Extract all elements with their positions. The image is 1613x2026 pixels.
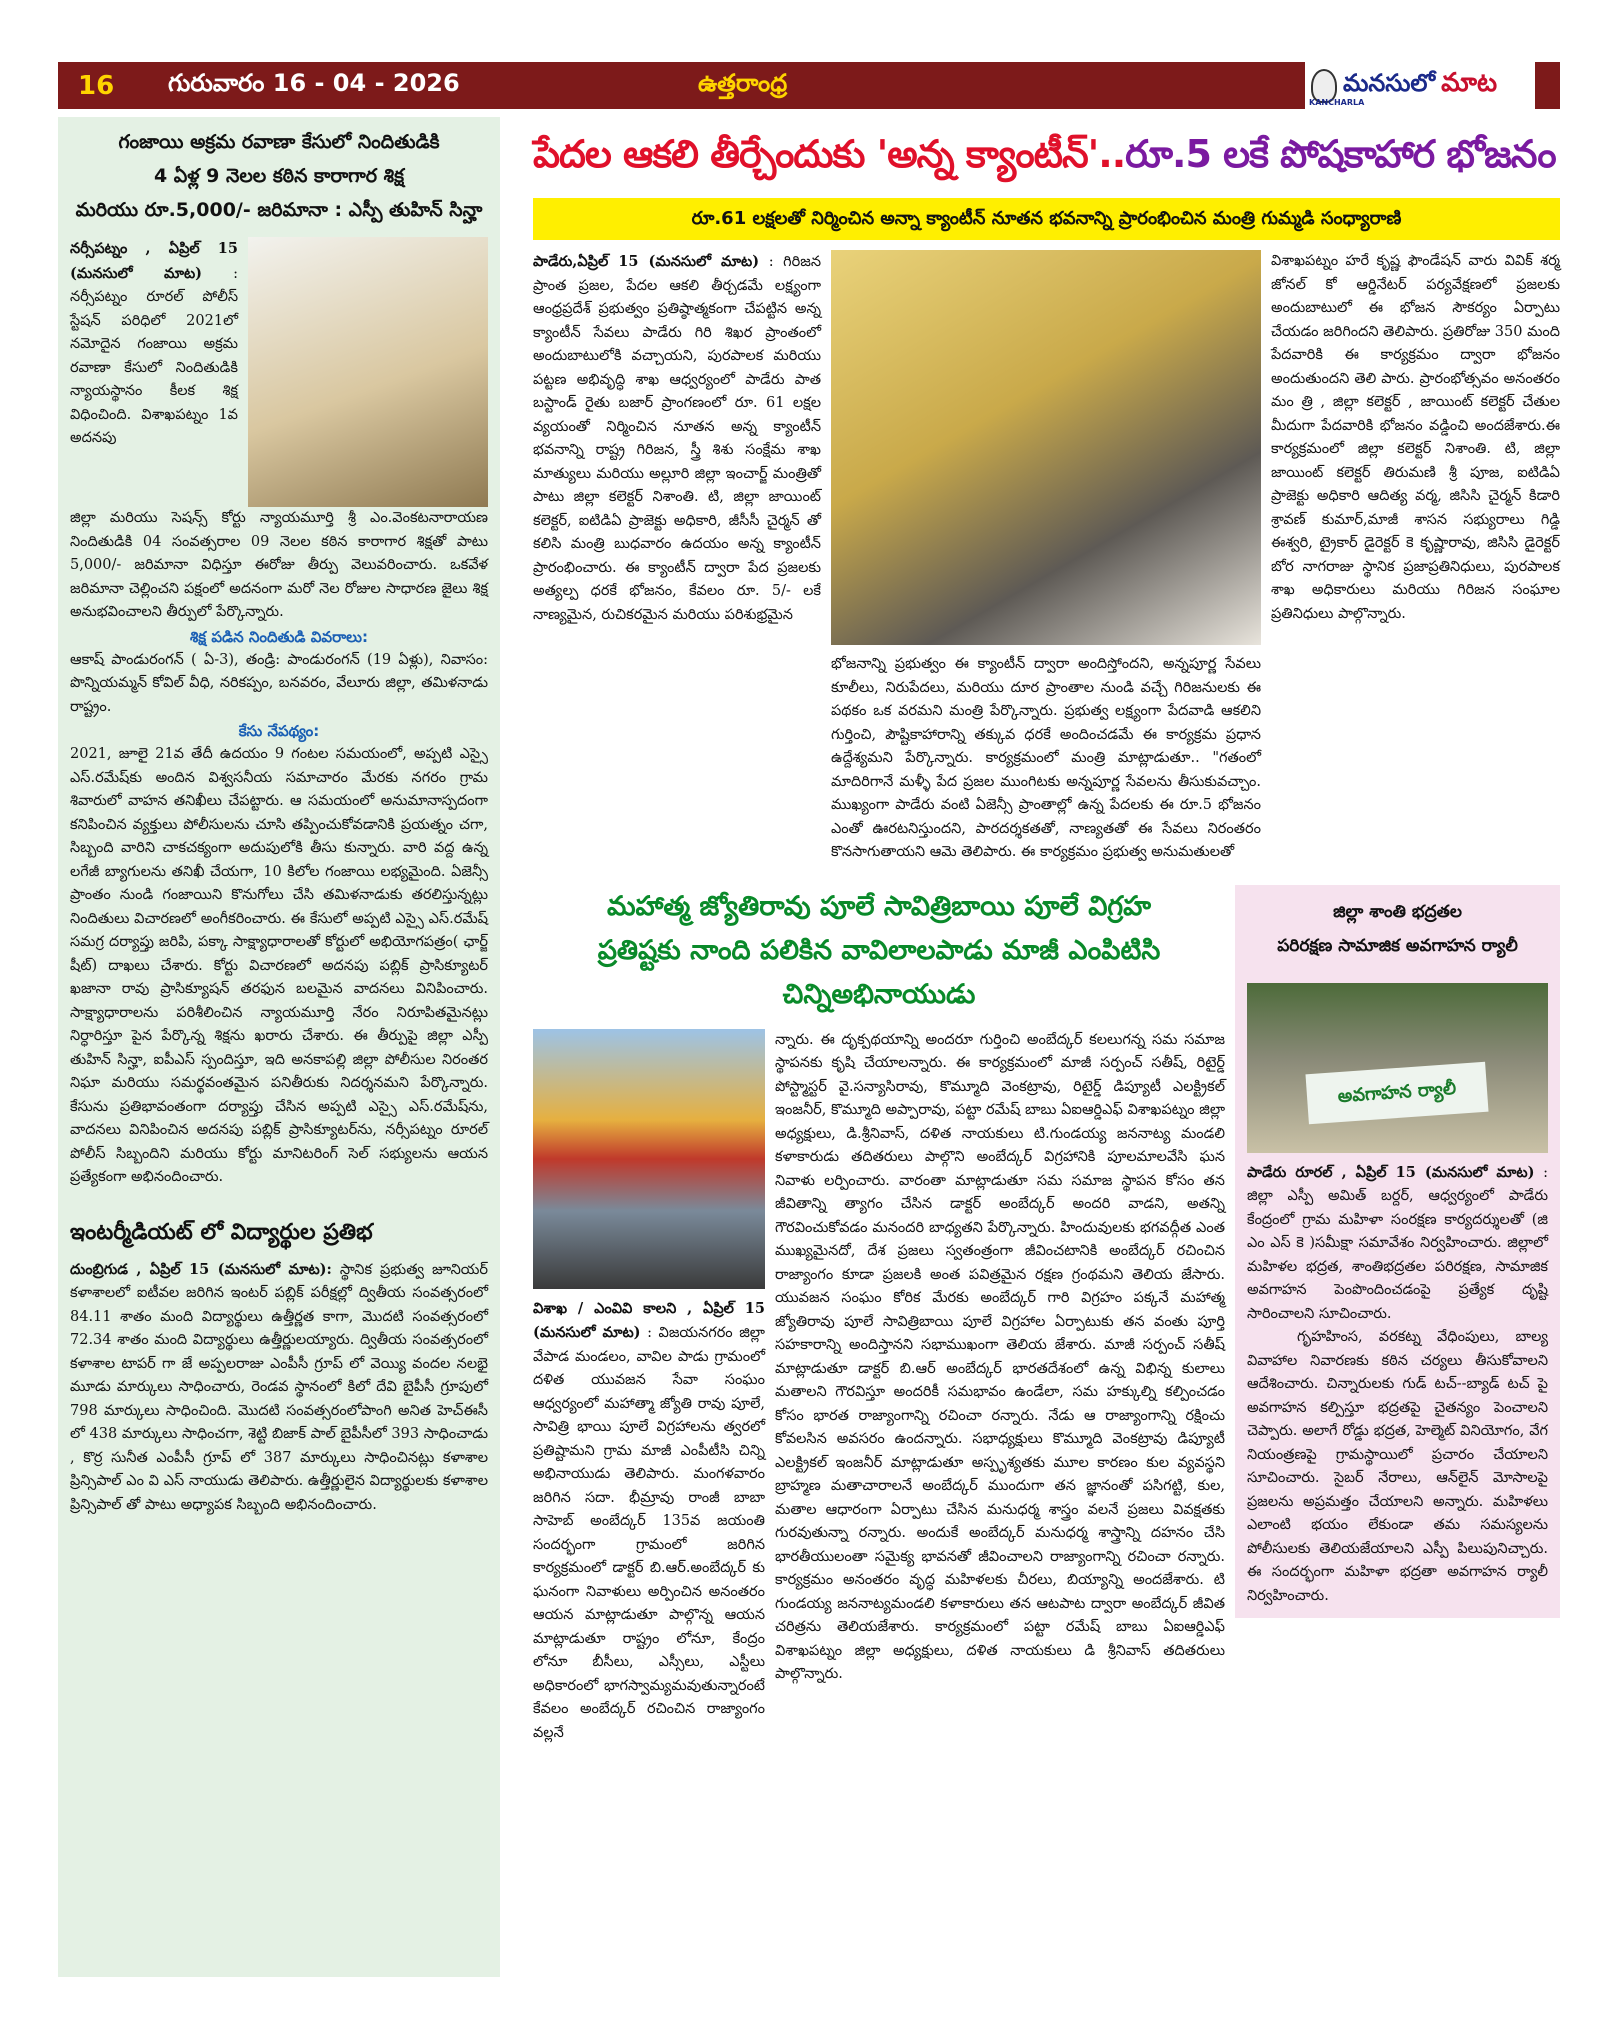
article-column: న్నారు. ఈ దృక్పథయాన్ని అందరూ గుర్తించి అంబేద్కర్ కలలుగన్న సమ సమాజ స్థాపనకు కృషి చేయాలన్నారు. ఈ కార్యక్రమంలో మాజీ సర్పంచ్ సతీష్, రిటైర్డ్ పోస్ట్మాస్టర్ వై.సన్యాసిరావు, కొమ్మూది వెంకట్రావు, రిటైర్డ్ డిప్యూటీ ఎలక్ట్రికల్ ఇంజనీర్, కొమ్మూది అప్పారావు, పట్టా రమేష్ బాబు ఏఐఆర్డిఎఫ్ విశాఖపట్నం జిల్లా అధ్యక్షులు, డి.శ్రీనివాస్, దళిత నాయకులు టి.గుండయ్య జననాట్య మండలి కళాకారుడు తదితరులు పాల్గొని అంబేద్కర్ విగ్రహానికి పూలమాలవేసి ఘన నివాళు లర్పించారు. వారంతా మాట్లాడుతూ సమ సమాజ స్థాపన కోసం తన జీవితాన్ని త్యాగం చేసిన డాక్టర్ అంబేద్కర్ అందరి వాడని, అతన్ని గౌరవించుకోవడం మనందరి బాధ్యతని పేర్కొన్నారు. హిందువులకు భగవద్గీత ఎంత ముఖ్యమైనదో, దేశ ప్రజలు స్వతంత్రంగా జీవించటానికి అంబేద్కర్ రచించిన రాజ్యాంగం కూడా ప్రజలకి అంత పవిత్రమైన రక్షణ గ్రంథమని తెలియ జేసారు. యువజన సంఘం కోరిక మేరకు అంబేద్కర్ గారి విగ్రహం పక్కనే మహాత్మ జ్యోతిరావు పూలే సావిత్రిబాయి పూలే విగ్రహాల ఏర్పాటుకు తన వంతు పూర్తి సహకారాన్ని అందిస్తానని సభాముఖంగా తెలియ జేశారు. మాజీ సర్పంచ్ సతీష్ మాట్లాడుతూ డాక్టర్ బి.ఆర్ అంబేద్కర్ భారతదేశంలో ఉన్న విభిన్న కులాలు మతాలని గౌరవిస్తూ అందరికీ సమభావం ఉండేలా, సమ హక్కుల్ని కల్పించడం కోసం భారత రాజ్యాంగాన్ని రచించా రన్నారు. నేడు ఆ రాజ్యాంగాన్ని రక్షించు కోవలసిన అవసరం ఉందన్నారు. సభాధ్యక్షులు కొమ్మూది వెంకట్రావు డిప్యూటీ ఎలక్ట్రికల్ ఇంజనీర్ మాట్లాడుతూ అస్పృశ్యతకు మూల కారణం కుల వ్యవస్థని బ్రాహ్మణ మతాచారాలనే అంబేద్కర్ ముందుగా తన జ్ఞానంతో పసిగట్టి, కుల, మతాల ఆధారంగా ఏర్పాటు చేసిన మనుధర్మ శాస్త్రం వలనే ప్రజలు వివక్షతకు గురవుతున్నా రన్నారు. అందుకే అంబేద్కర్ మనుధర్మ శాస్త్రాన్ని దహనం చేసి భారతీయులంతా సమైక్య భావనతో జీవించాలని రాజ్యాంగాన్ని రచించా రన్నారు. కార్యక్రమం అనంతరం వృద్ధ మహిళలకు చీరలు, బియ్యాన్ని అందజేశారు. టి గుండయ్య జననాట్యమండలి కళాకారులు తన ఆటపాట ద్వారా అంబేద్కర్ జీవిత చరిత్రను తెలియజేశారు. కార్యక్రమంలో పట్టా రమేష్ బాబు ఏఐఆర్డిఎఫ్ విశాఖపట్నం జిల్లా అధ్యక్షులు, దళిత నాయకులు డి శ్రీనివాస్ తదితరులు పాల్గొన్నారు. <box>775 1031 1225 1682</box>
dateline: నర్సీపట్నం , ఏప్రిల్ 15 (మనసులో మాట) <box>70 240 238 282</box>
statue-event-photo <box>533 1029 765 1289</box>
paragraph: : విజయనగరం జిల్లా వేపాడ మండలం, వావిల పాడు గ్రామంలో దళిత యువజన సేవా సంఘం ఆధ్వర్యంలో మహాత్మా జ్యోతి రావు పూలే, సావిత్రి భాయి పూలే విగ్రహాలను త్వరలో ప్రతిష్టామని గ్రామ మాజీ ఎంపీటీసి చిన్ని అభినాయుడు తెలిపారు. మంగళవారం జరిగిన సదా. భీమ్రావు రాంజీ బాబా సాహెబ్ అంబేద్కర్ 135వ జయంతి సందర్భంగా గ్రామంలో జరిగిన కార్యక్రమంలో డాక్టర్ బి.ఆర్.అంబేద్కర్ కు ఘనంగా నివాళులు అర్పించిన అనంతరం ఆయన మాట్లాడుతూ పాల్గొన్న ఆయన మాట్లాడుతూ రాష్ట్రం లోనూ, కేంద్రం లోనూ బీసీలు, ఎస్సీలు, ఎస్టీలు అధికారంలో భాగస్వామ్యమవుతున్నారంటే కేవలం అంబేద్కర్ రచించిన రాజ్యాంగం వల్లనే <box>533 1325 765 1741</box>
paragraph: : నర్సీపట్నం రూరల్ పోలీస్ స్టేషన్ పరిధిలో 2021లో నమోదైన గంజాయి అక్రమ రవాణా కేసులో నిందితుడికి న్యాయస్థానం కీలక శిక్ష విధించింది. విశాఖపట్నం 1వ అదనపు <box>70 265 238 446</box>
logo-text-1: మనసులో <box>1343 68 1436 97</box>
story-headline: ఇంటర్మీడియట్ లో విద్యార్థుల ప్రతిభ <box>70 1219 373 1245</box>
statue-story <box>533 885 1225 1746</box>
article-column: భోజనాన్ని ప్రభుత్వం ఈ క్యాంటీన్ ద్వారా అందిస్తోందని, అన్నపూర్ణ సేవలు కూలీలు, నిరుపేదలు, మరియు దూర ప్రాంతాల నుండి వచ్చే గిరిజనులకు ఈ పథకం ఒక వరమని మంత్రి పేర్కొన్నారు. ప్రభుత్వ లక్ష్యంగా పేదవాడి ఆకలిని గుర్తించి, పౌష్టికాహారాన్ని తక్కువ ధరకే అందించడమే ఈ కార్యక్రమ ప్రధాన ఉద్దేశ్యమని పేర్కొన్నారు. కార్యక్రమంలో మంత్రి మాట్లాడుతూ.. "గతంలో మాదిరిగానే మళ్ళీ పేద ప్రజల ముంగిటకు అన్నపూర్ణ సేవలను తీసుకువచ్చాం. ముఖ్యంగా పాడేరు వంటి ఏజెన్సీ ప్రాంతాల్లో ఉన్న పేదలకు ఈ రూ.5 భోజనం ఎంతో ఊరటనిస్తుందని, పారదర్శకతతో, నాణ్యతతో ఈ సేవలు నిరంతరం కొనసాగుతాయని ఆమె తెలిపారు. ఈ కార్యక్రమం ప్రభుత్వ అనుమతులతో <box>831 656 1261 860</box>
main-headline <box>533 124 1560 184</box>
headline-line: 4 ఏళ్ల 9 నెలల కఠిన కారాగార శిక్ష <box>153 165 405 187</box>
article-column: విశాఖపట్నం హరే కృష్ణ ఫౌండేషన్ వారు వివిక్ శర్మ జోనల్ కో ఆర్డినేటర్ పర్యవేక్షణలో ప్రజలకు అందుబాటులో ఈ భోజన సౌకర్యం ఏర్పాటు చేయడం జరిగిందని తెలిపారు. ప్రతిరోజు 350 మంది పేదవారికి ఈ కార్యక్రమం ద్వారా భోజనం అందుతుందని తెలి పారు. ప్రారంభోత్సవం అనంతరం మం త్రి , జిల్లా కలెక్టర్ , జాయింట్ కలెక్టర్ చేతుల మీదుగా పేదవారికి భోజనం వడ్డించి అందజేశారు.ఈ కార్యక్రమంలో జిల్లా కలెక్టర్ నిశాంతి. టి, జిల్లా జాయింట్ కలెక్టర్ తిరుమణి శ్రీ పూజ, ఐటిడిఏ ప్రాజెక్టు అధికారి ఆదిత్య వర్మ, జిసిసి చైర్మన్ కిడారి శ్రావణ్ కుమార్,మాజీ శాసన సభ్యురాలు గిడ్డి ఈశ్వరి, ట్రైకార్ డైరెక్టర్ కె కృష్ణారావు, జిసిసి డైరెక్టర్ బోర నాగరాజు స్థానిక ప్రజాప్రతినిధులు, పురపాలక శాఖ అధికారులు మరియు గిరిజన సంఘాల ప్రతినిధులు పాల్గొన్నారు. <box>1271 253 1561 622</box>
article-column <box>533 250 821 627</box>
headline-line: పరిరక్షణ సామాజిక అవగాహన ర్యాలీ <box>1277 935 1518 956</box>
dateline: దుంబ్రిగుడ , ఏప్రిల్ 15 (మనసులో మాట): <box>70 1260 332 1278</box>
headline-line: మహాత్మ జ్యోతిరావు పూలే సావిత్రిబాయి పూలే విగ్రహ <box>606 890 1152 922</box>
paragraph: స్థానిక ప్రభుత్వ జూనియర్ కళాశాలలో ఐటీవల జరిగిన ఇంటర్ పబ్లిక్ పరీక్షల్లో ద్వితీయ సంవత్సరంలో 84.11 శాతం మంది విద్యార్థులు ఉత్తీర్ణత కాగా, మొదటి సంవత్సరంలో 72.34 శాతం మంది విద్యార్థులు ఉత్తీర్ణులయ్యారు. ద్వితీయ సంవత్సరంలో కళాశాల టాపర్ గా జే అప్పలరాజు ఎంపీసీ గ్రూప్ లో వెయ్యి వందల నలభై మూడు మార్కులు సాధించారు, రెండవ స్థానంలో కిలో దేవి బైపీసీ గ్రూపులో 798 మార్కులు సాధించింది. మొదటి సంవత్సరంలోపాంగి అనిత హెచ్ఈసీ లో 438 మార్కులు సాధించగా, శెట్టి బిజాక్ పాల్ బైపీసీలో 393 సాధించాడు , కొర్ర సునీత ఎంపీసీ గ్రూప్ లో 387 మార్కులు సాధించినట్లు కళాశాల ప్రిన్సిపాల్ ఎం వి ఎస్ నాయుడు తెలిపారు. ఉత్తీర్ణులైన విద్యార్థులకు కళాశాల ప్రిన్సిపాల్ తో పాటు అధ్యాపక సిబ్బంది అభినందించారు. <box>70 1261 489 1513</box>
paragraph: జిల్లా మరియు సెషన్స్ కోర్టు న్యాయమూర్తి శ్రీ ఎం.వెంకటనారాయణ నిందితుడికి 04 సంవత్సరాల 09 నెలల కఠిన కారాగార శిక్షతో పాటు 5,000/- జరిమానా విధిస్తూ ఈరోజు తీర్పు వెలువరించారు. ఒకవేళ జరిమానా చెల్లించని పక్షంలో అదనంగా మరో నెల రోజుల సాధారణ జైలు శిక్ష అనుభవించాలని తీర్పులో పేర్కొన్నారు. <box>70 510 488 620</box>
logo-text-2: మాట <box>1441 67 1498 98</box>
rally-banner: అవగాహన ర్యాలీ <box>1305 1061 1488 1123</box>
paragraph: : గిరిజన ప్రాంత ప్రజల, పేదల ఆకలి తీర్చడమే లక్ష్యంగా ఆంధ్రప్రదేశ్ ప్రభుత్వం ప్రతిష్ఠాత్మకంగా చేపట్టిన అన్న క్యాంటీన్ సేవలు పాడేరు గిరి శిఖర ప్రాంతంలో అందుబాటులోకి వచ్చాయని, పురపాలక మరియు పట్టణ అభివృద్ధి శాఖ ఆధ్వర్యంలో పాడేరు పాత బస్టాండ్ రైతు బజార్ ప్రాంగణంలో రూ. 61 లక్షల వ్యయంతో నిర్మించిన నూతన అన్న క్యాంటీన్ భవనాన్ని రాష్ట్ర గిరిజన, స్త్రీ శిశు సంక్షేమ శాఖ మాత్యులు మరియు అల్లూరి జిల్లా ఇంచార్జ్ మంత్రితో పాటు జిల్లా కలెక్టర్ నిశాంతి. టి, జిల్లా జాయింట్ కలెక్టర్, ఐటిడిఏ ప్రాజెక్టు అధికారి, జీసీసీ చైర్మన్ తో కలిసి మంత్రి బుధవారం ఉదయం అన్న క్యాంటీన్ ప్రారంభించారు. ఈ క్యాంటీన్ ద్వారా పేద ప్రజలకు అత్యల్ప ధరకే భోజనం, కేవలం రూ. 5/- లకే నాణ్యమైన, రుచికరమైన మరియు పరిశుభ్రమైన <box>533 254 821 623</box>
rally-photo <box>1247 983 1548 1153</box>
dateline: పాడేరు రూరల్ , ఏప్రిల్ 15 (మనసులో మాట) <box>1247 1163 1535 1181</box>
story-headline <box>70 125 488 227</box>
paragraph: గృహహింస, వరకట్న వేధింపులు, బాల్య వివాహాల నివారణకు కఠిన చర్యలు తీసుకోవాలని ఆదేశించారు. చిన్నారులకు గుడ్ టచ్--బ్యాడ్ టచ్ పై అవగాహన కల్పిస్తూ భద్రతపై చైతన్యం పెంచాలని చెప్పారు. అలాగే రోడ్డు భద్రత, హెల్మెట్ వినియోగం, వేగ నియంత్రణపై గ్రామస్థాయిలో ప్రచారం చేయాలని సూచించారు. సైబర్ నేరాలు, ఆన్‌లైన్ మోసాలపై ప్రజలను అప్రమత్తం చేయాలని అన్నారు. మహిళలు ఎలాంటి భయం లేకుండా తమ సమస్యలను పోలీసులకు తెలియజేయాలని ఎస్పీ పిలుపునిచ్చారు. ఈ సందర్భంగా మహిళా భద్రతా అవగాహన ర్యాలీ నిర్వహించారు. <box>1247 1329 1549 1604</box>
paragraph: 2021, జూలై 21వ తేదీ ఉదయం 9 గంటల సమయంలో, అప్పటి ఎస్సై ఎస్.రమేష్‌కు అందిన విశ్వసనీయ సమాచారం మేరకు నగరం గ్రామ శివారులో వాహన తనిఖీలు చేపట్టారు. ఆ సమయంలో అనుమానాస్పదంగా కనిపించిన వ్యక్తులు పోలీసులను చూసి తప్పించుకోవడానికి ప్రయత్నం చగా, సిబ్బంది వారిని చాకచక్యంగా అదుపులోకి తీసు కున్నారు. వారి వద్ద ఉన్న లగేజీ బ్యాగులను తనిఖీ చేయగా, 10 కిలోల గంజాయి లభ్యమైంది. ఏజెన్సీ ప్రాంతం నుండి గంజాయిని కొనుగోలు చేసి తమిళనాడుకు తరలిస్తున్నట్లు నిందితులు విచారణలో అంగీకరించారు. ఈ కేసులో అప్పటి ఎస్సై ఎస్.రమేష్ సమగ్ర దర్యాప్తు జరిపి, పక్కా సాక్ష్యాధారాలతో కోర్టులో అభియోగపత్రం( ఛార్జ్ షీట్) దాఖలు చేశారు. కోర్టు విచారణలో అదనపు పబ్లిక్ ప్రాసిక్యూటర్ ఖజానా రావు ప్రాసిక్యూషన్ తరఫున బలమైన వాదనలు వినిపించారు. సాక్ష్యాధారాలను పరిశీలించిన న్యాయమూర్తి నేరం నిరూపితమైనట్లు నిర్ధారిస్తూ పైన పేర్కొన్న శిక్షను ఖరారు చేశారు. ఈ తీర్పుపై జిల్లా ఎస్పీ తుహిన్ సిన్హా, ఐపీఎస్ స్పందిస్తూ, ఇది అనకాపల్లి జిల్లా పోలీసుల నిరంతర నిఘా మరియు సమర్థవంతమైన పనితీరుకు నిదర్శనమని పేర్కొన్నారు. కేసును ప్రతిభావంతంగా దర్యాప్తు చేసిన అప్పటి ఎస్సై ఎస్.రమేష్‌ను, వాదనలు వినిపించిన అదనపు పబ్లిక్ ప్రాసిక్యూటర్‌ను, నర్సీపట్నం రూరల్ పోలీస్ సిబ్బందిని మరియు కోర్టు మానిటరింగ్ సెల్ సభ్యులను ఆయన ప్రత్యేకంగా అభినందించారు. <box>70 746 488 1185</box>
headline-line: జిల్లా శాంతి భద్రతల <box>1333 901 1462 922</box>
dateline: విశాఖ / ఎంవివి కాలని , ఏప్రిల్ 15 (మనసులో మాట) <box>533 1299 765 1341</box>
sp-photo <box>248 237 488 507</box>
paragraph: ఆకాష్ పాండురంగన్ ( ఏ-3), తండ్రి: పాండురంగన్ (19 ఏళ్లు), నివాసం: పొన్నియమ్మన్ కోవిల్ వీధి, నరికప్పం, బనవరం, వేలూరు జిల్లా, తమిళనాడు రాష్ట్రం. <box>70 651 488 715</box>
paragraph: : జిల్లా ఎస్పీ అమిత్ బర్దర్, ఆధ్వర్యంలో పాడేరు కేంద్రంలో గ్రామ మహిళా సంరక్షణ కార్యదర్శులతో (జి ఎం ఎస్ కె )సమీక్షా సమావేశం నిర్వహించారు. జిల్లాలో మహిళల భద్రత, శాంతిభద్రతల పరిరక్షణ, సామాజిక అవగాహన పెంపొందించడంపై ప్రత్యేక దృష్టి సారించాలని సూచించారు. <box>1247 1164 1549 1322</box>
issue-date: గురువారం 16 - 04 - 2026 <box>168 68 460 97</box>
left-column <box>58 117 500 1977</box>
logo-brand: KANCHARLA <box>1309 98 1365 107</box>
subheading: కేసు నేపథ్యం: <box>238 722 320 740</box>
canteen-photo <box>831 250 1261 645</box>
dateline: పాడేరు,ఏప్రిల్ 15 (మనసులో మాట) <box>533 253 760 270</box>
headline-line: మరియు రూ.5,000/- జరిమానా : ఎస్పీ తుహిన్ సిన్హా <box>75 199 483 221</box>
subheadline-banner: రూ.61 లక్షలతో నిర్మించిన అన్నా క్యాంటీన్ నూతన భవనాన్ని ప్రారంభించిన మంత్రి గుమ్మడి సంధ్యారాణి <box>533 198 1560 240</box>
subheading: శిక్ష పడిన నిందితుడి వివరాలు: <box>190 627 368 646</box>
headline-red: పేదల ఆకలి తీర్చేందుకు 'అన్న క్యాంటీన్'.. <box>533 132 1126 176</box>
headline-line: గంజాయి అక్రమ రవాణా కేసులో నిందితుడికి <box>118 131 440 153</box>
story-headline <box>533 885 1225 1017</box>
headline-purple: రూ.5 లకే పోషకాహార భోజనం <box>1125 132 1556 176</box>
newspaper-logo <box>1305 62 1535 109</box>
rally-story-box <box>1235 885 1560 1619</box>
headline-line: ప్రతిష్టకు నాంది పలికిన వావిలాలపాడు మాజీ ఎంపిటిసి చిన్నిఅభినాయుడు <box>597 934 1161 1010</box>
page-number: 16 <box>78 70 115 101</box>
section-name: ఉత్తరాంధ్ర <box>698 68 788 97</box>
main-area <box>533 124 1560 1745</box>
canteen-story <box>533 250 1560 865</box>
